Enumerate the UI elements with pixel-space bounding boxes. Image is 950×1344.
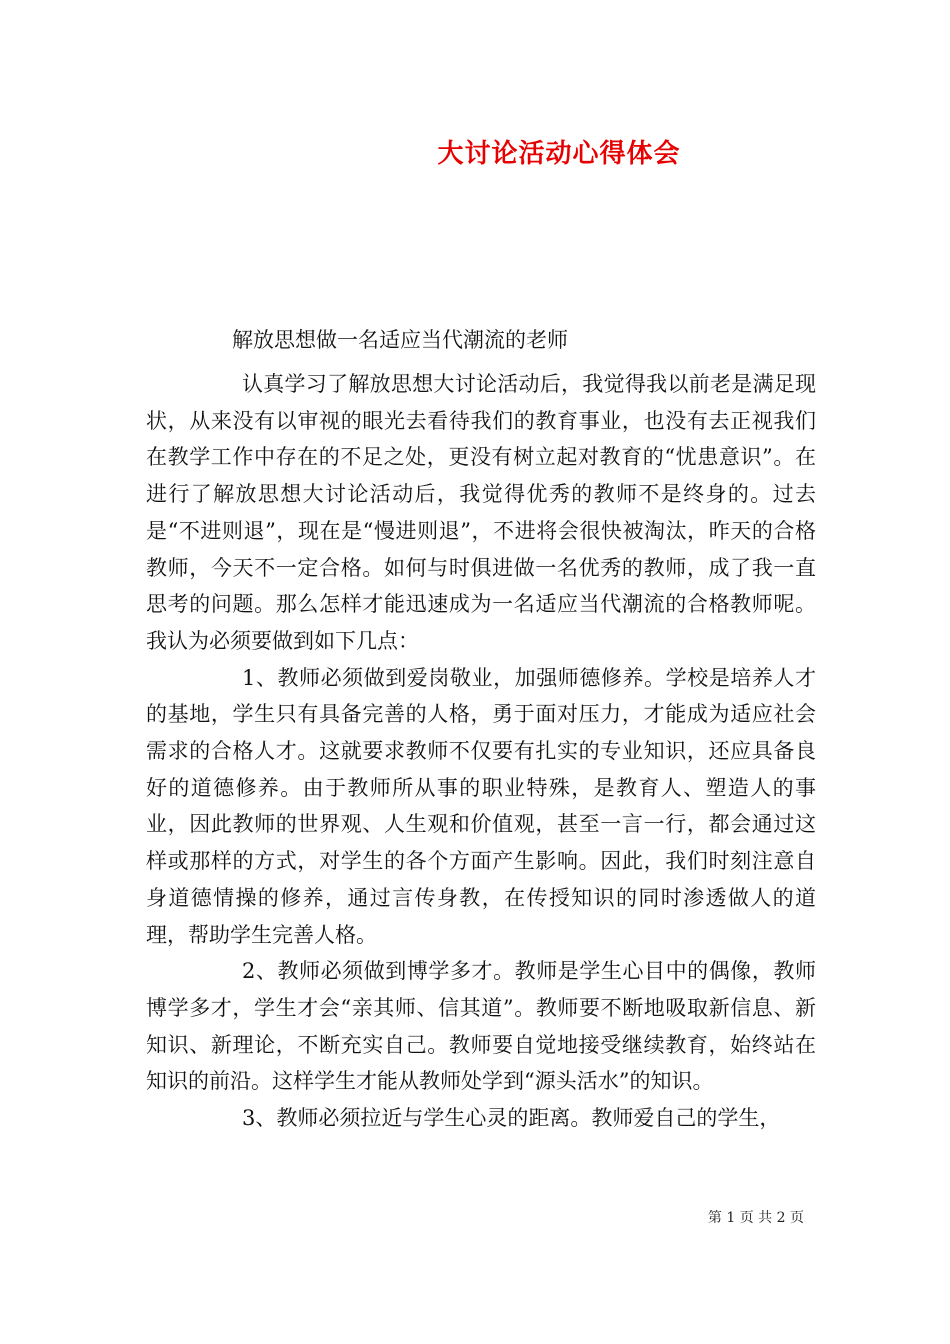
document-title: 大讨论活动心得体会	[437, 139, 681, 169]
page-number-footer: 第 1 页 共 2 页	[707, 1210, 804, 1226]
paragraph: 3、教师必须拉近与学生心灵的距离。教师爱自己的学生，	[242, 1106, 781, 1131]
paragraph: 2、教师必须做到博学多才。教师是学生心目中的偶像，教师博学多才，学生才会“亲其师、信其道”。教师要不断地吸取新信息、新知识、新理论，不断充实自己。教师要自觉地接受继续教育，始终站在知识的前沿。这样学生才能从教师处学到“源头活水”的知识。	[146, 959, 816, 1094]
paragraph: 1、教师必须做到爱岗敬业，加强师德修养。学校是培养人才的基地，学生只有具备完善的人格，勇于面对压力，才能成为适应社会需求的合格人才。这就要求教师不仅要有扎实的专业知识，还应具备良好的道德修养。由于教师所从事的职业特殊，是教育人、塑造人的事业，因此教师的世界观、人生观和价值观，甚至一言一行，都会通过这样或那样的方式，对学生的各个方面产生影响。因此，我们时刻注意自身道德情操的修养，通过言传身教，在传授知识的同时渗透做人的道理，帮助学生完善人格。	[146, 665, 816, 947]
document-body	[146, 366, 816, 1137]
document-subtitle: 解放思想做一名适应当代潮流的老师	[232, 328, 568, 352]
paragraph: 认真学习了解放思想大讨论活动后，我觉得我以前老是满足现状，从来没有以审视的眼光去看待我们的教育事业，也没有去正视我们在教学工作中存在的不足之处，更没有树立起对教育的“忧患意识”。在进行了解放思想大讨论活动后，我觉得优秀的教师不是终身的。过去是“不进则退”，现在是“慢进则退”，不进将会很快被淘汰，昨天的合格教师，今天不一定合格。如何与时俱进做一名优秀的教师，成了我一直思考的问题。那么怎样才能迅速成为一名适应当代潮流的合格教师呢。我认为必须要做到如下几点：	[146, 372, 816, 653]
